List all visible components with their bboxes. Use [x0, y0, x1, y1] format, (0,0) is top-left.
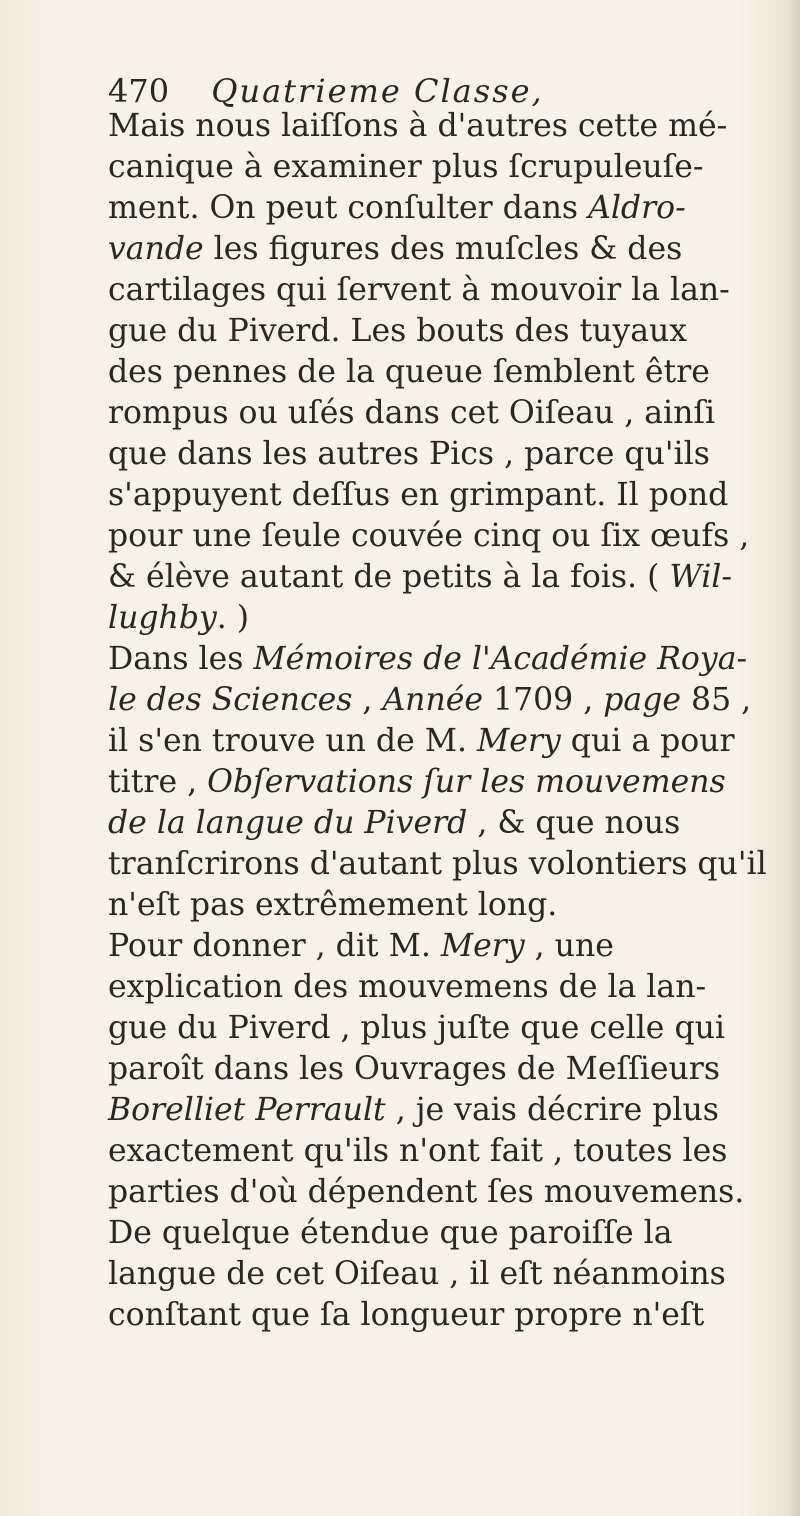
text-line [108, 844, 773, 885]
text-line [108, 1008, 773, 1049]
roman-text: parties d'où dépendent ſes mouvemens. [108, 1174, 745, 1210]
roman-text: n'eſt pas extrêmement long. [108, 887, 558, 923]
italic-text: Wil- [669, 559, 732, 595]
text-line [108, 680, 773, 721]
text-line [108, 188, 773, 229]
page-edge-shadow [786, 0, 800, 1516]
roman-text: des pennes de la queue ſemblent être [108, 354, 710, 390]
roman-text: titre , [108, 764, 208, 800]
text-line [108, 106, 773, 147]
roman-text: cartilages qui ſervent à mouvoir la lan- [108, 272, 730, 308]
text-line [108, 885, 773, 926]
text-line [108, 352, 773, 393]
roman-text: Mais nous laiſſons à d'autres cette mé- [108, 108, 728, 144]
roman-text: De quelque étendue que paroiſſe la [108, 1215, 673, 1251]
roman-text: . ) [216, 600, 250, 636]
text-line [108, 1295, 773, 1336]
italic-text: le des Sciences [108, 682, 353, 718]
text-line [108, 434, 773, 475]
italic-text: Mery [477, 723, 561, 759]
roman-text: les figures des muſcles & des [203, 231, 683, 267]
italic-text: Mery [440, 928, 525, 964]
roman-text: Dans les [108, 641, 254, 677]
roman-text: 1709 , [483, 682, 604, 718]
italic-text: de la langue du Piverd [108, 805, 468, 841]
roman-text: langue de cet Oiſeau , il eſt néanmoins [108, 1256, 726, 1292]
text-line [108, 557, 773, 598]
text-line [108, 1090, 773, 1131]
text-line [108, 1131, 773, 1172]
text-line [108, 311, 773, 352]
text-line [108, 475, 773, 516]
body-text [108, 106, 773, 1336]
text-line [108, 967, 773, 1008]
text-line [108, 147, 773, 188]
text-line [108, 516, 773, 557]
text-line [108, 721, 773, 762]
text-line [108, 1049, 773, 1090]
roman-text: pour une ſeule couvée cinq ou ſix œufs , [108, 518, 750, 554]
roman-text: explication des mouvemens de la lan- [108, 969, 707, 1005]
roman-text: , une [524, 928, 614, 964]
roman-text: , [352, 682, 383, 718]
roman-text: canique à examiner plus ſcrupuleuſe- [108, 149, 704, 185]
roman-text: paroît dans les Ouvrages de Meſſieurs [108, 1051, 721, 1087]
roman-text: & élève autant de petits à la fois. ( [108, 559, 670, 595]
text-line [108, 1254, 773, 1295]
roman-text: ment. On peut conſulter dans [108, 190, 589, 226]
italic-text: lughby [108, 600, 217, 636]
text-line [108, 270, 773, 311]
text-line [108, 1213, 773, 1254]
roman-text: qui a pour [560, 723, 735, 759]
text-line [108, 598, 773, 639]
italic-text: Mémoires de l'Académie Roya- [253, 641, 748, 677]
roman-text: que dans les autres Pics , parce qu'ils [108, 436, 710, 472]
roman-text: tranſcrirons d'autant plus volontiers qu'il [108, 846, 767, 882]
roman-text: rompus ou uſés dans cet Oiſeau , ainſi [108, 395, 716, 431]
roman-text: exactement qu'ils n'ont fait , toutes les [108, 1133, 728, 1169]
roman-text: , & que nous [467, 805, 681, 841]
roman-text: , je vais décrire plus [385, 1092, 719, 1128]
roman-text: il s'en trouve un de M. [108, 723, 478, 759]
page-number: 470 [108, 72, 170, 110]
roman-text: Pour donner , dit M. [108, 928, 441, 964]
text-line [108, 393, 773, 434]
text-line [108, 803, 773, 844]
italic-text: Borelliet Perrault [108, 1092, 386, 1128]
text-line [108, 926, 773, 967]
italic-text: Aldro- [588, 190, 686, 226]
running-title: Quatrieme Classe, [211, 72, 544, 110]
roman-text: 85 , [681, 682, 752, 718]
italic-text: page [603, 682, 682, 718]
text-line [108, 1172, 773, 1213]
italic-text: Obſervations ſur les mouvemens [207, 764, 726, 800]
roman-text: gue du Piverd , plus juſte que celle qui [108, 1010, 725, 1046]
roman-text: gue du Piverd. Les bouts des tuyaux [108, 313, 688, 349]
text-line [108, 639, 773, 680]
italic-text: Année [382, 682, 484, 718]
text-line [108, 762, 773, 803]
roman-text: s'appuyent deſſus en grimpant. Il pond [108, 477, 729, 513]
text-line [108, 229, 773, 270]
italic-text: vande [108, 231, 204, 267]
roman-text: conſtant que ſa longueur propre n'eſt [108, 1297, 705, 1333]
